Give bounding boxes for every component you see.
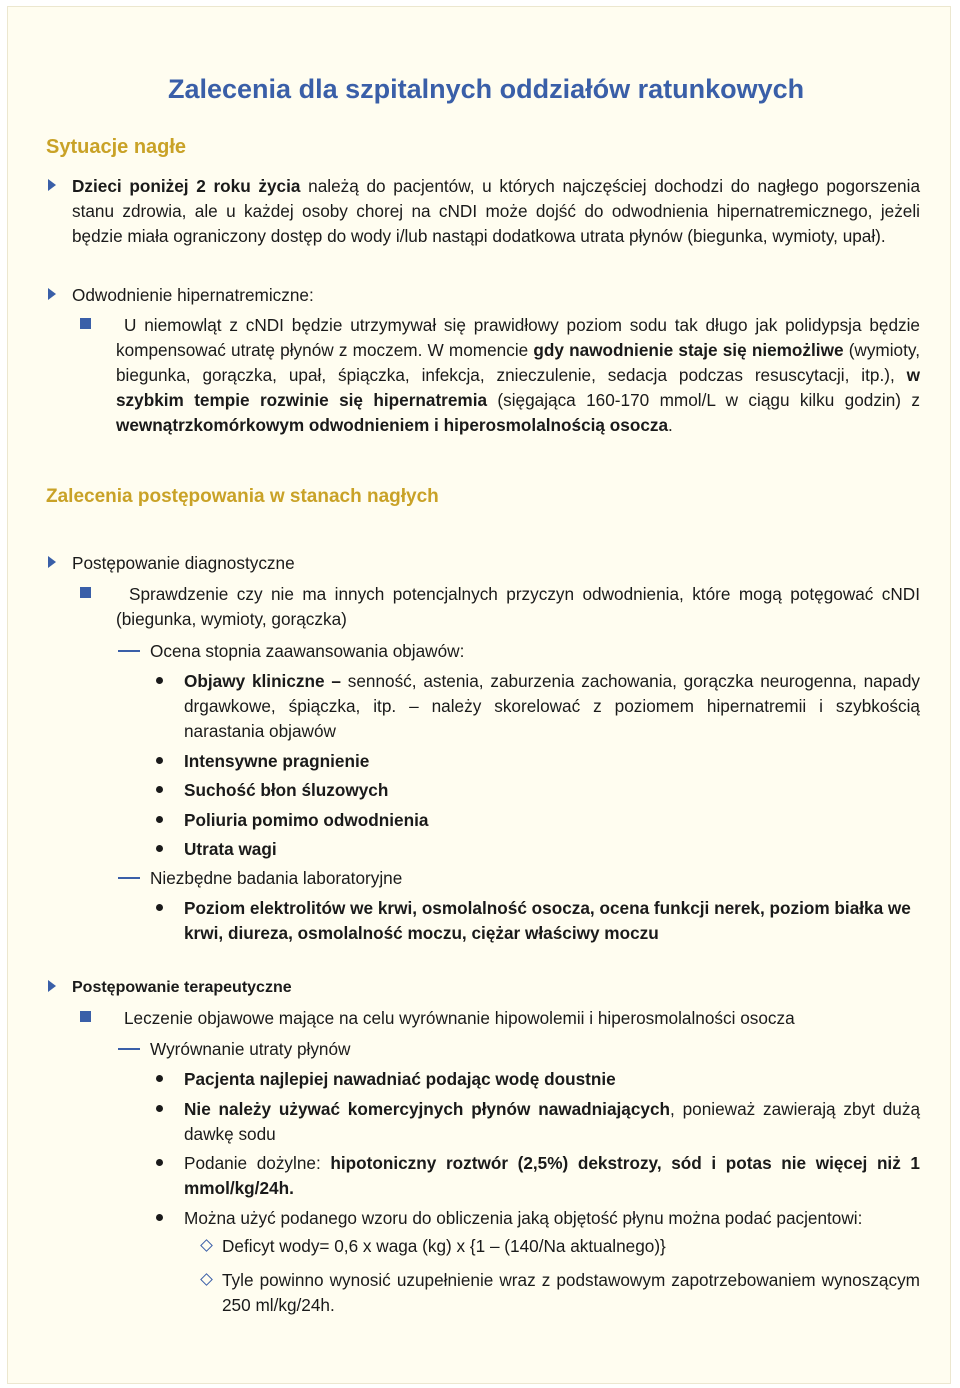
- bold-text: Nie należy używać komercyjnych płynów nawadniających: [184, 1099, 671, 1119]
- bold-text: gdy nawodnienie staje się niemożliwe: [533, 340, 844, 360]
- dash-bullet-icon: [118, 877, 140, 879]
- sub-heading-lab-tests: Niezbędne badania laboratoryjne: [150, 868, 403, 888]
- arrow-bullet-icon: [48, 556, 56, 568]
- dot-bullet-icon: [156, 1159, 163, 1166]
- dot-bullet-icon: [156, 1075, 163, 1082]
- list-item: [184, 1097, 920, 1147]
- body-text: Podanie dożylne:: [184, 1153, 331, 1173]
- paragraph-children-risk: [72, 174, 920, 249]
- list-item: Poziom elektrolitów we krwi, osmolalność osocza, ocena funkcji nerek, poziom białka we krwi, diureza, osmolalność moczu, ciężar właściwy moczu: [184, 898, 911, 943]
- sub-heading-fluids: Wyrównanie utraty płynów: [150, 1039, 351, 1059]
- body-text: , ponieważ zawierają zbyt dużą dawkę sodu: [184, 1099, 920, 1144]
- arrow-bullet-icon: [48, 288, 56, 300]
- list-item: Intensywne pragnienie: [184, 751, 370, 771]
- arrow-bullet-icon: [48, 179, 56, 191]
- arrow-bullet-icon: [48, 980, 56, 992]
- sub-list-item: Deficyt wody= 0,6 x waga (kg) x {1 – (140/Na aktualnego)}: [222, 1236, 666, 1256]
- dot-bullet-icon: [156, 1105, 163, 1112]
- body-text: (sięgająca 160-170 mmol/L w ciągu kilku godzin) z: [487, 390, 920, 410]
- paragraph-check-causes: Sprawdzenie czy nie ma innych potencjalnych przyczyn odwodnienia, które mogą potęgować cNDI (biegunka, wymioty, gorączka): [116, 584, 920, 629]
- bold-text: hipotoniczny roztwór (2,5%) dekstrozy, sód i potas nie więcej niż 1 mmol/kg/24h.: [184, 1153, 920, 1198]
- list-item: Pacjenta najlepiej nawadniać podając wodę doustnie: [184, 1069, 616, 1089]
- list-item: Utrata wagi: [184, 839, 277, 859]
- list-item: [184, 669, 920, 744]
- paragraph-infants: [116, 313, 920, 438]
- bold-text: wewnątrzkomórkowym odwodnieniem i hiperosmolalnością osocza: [116, 415, 669, 435]
- section-heading-sytuacje: Sytuacje nagłe: [46, 136, 187, 158]
- paragraph-symptomatic: Leczenie objawowe mające na celu wyrównanie hipowolemii i hiperosmolalności osocza: [124, 1008, 795, 1028]
- subheading-hipernatremia: Odwodnienie hipernatremiczne:: [72, 285, 314, 305]
- dot-bullet-icon: [156, 786, 163, 793]
- dash-bullet-icon: [118, 650, 140, 652]
- bold-text: Dzieci poniżej 2 roku życia: [72, 176, 301, 196]
- body-text: U niemowląt z cNDI będzie utrzymywał się prawidłowy poziom sodu tak długo jak polidypsja będzie kompensować utratę płynów z moczem. W momencie: [116, 315, 920, 360]
- subheading-therapeutic: Postępowanie terapeutyczne: [72, 979, 292, 996]
- page-title: Zalecenia dla szpitalnych oddziałów ratunkowych: [168, 74, 805, 104]
- body-text: należą do pacjentów, u których najczęściej dochodzi do nagłego pogorszenia stanu zdrowia, ale u każdej osoby chorej na cNDI może dojść do odwodnienia hipernatremicznego, jeżeli będzie miała ograniczony dostęp do wody i/lub nastąpi dodatkowa utrata płynów (biegunka, wymioty, upał).: [72, 176, 920, 246]
- dot-bullet-icon: [156, 1214, 163, 1221]
- list-item: Można użyć podanego wzoru do obliczenia jaką objętość płynu można podać pacjentowi:: [184, 1208, 863, 1228]
- dot-bullet-icon: [156, 845, 163, 852]
- dot-bullet-icon: [156, 904, 163, 911]
- square-bullet-icon: [80, 1011, 91, 1022]
- dot-bullet-icon: [156, 757, 163, 764]
- sub-list-item: Tyle powinno wynosić uzupełnienie wraz z podstawowym zapotrzebowaniem wynoszącym 250 ml/kg/24h.: [222, 1270, 920, 1315]
- section-heading-zalecenia: Zalecenia postępowania w stanach nagłych: [46, 486, 439, 507]
- dash-bullet-icon: [118, 1048, 140, 1050]
- body-text: (wymioty, biegunka, gorączka, upał, śpiączka, infekcja, znieczulenie, sedacja podczas resuscytacji, itp.),: [116, 340, 920, 385]
- list-item: Poliuria pomimo odwodnienia: [184, 810, 429, 830]
- body-text: .: [668, 415, 673, 435]
- bold-text: w szybkim tempie rozwinie się hipernatremia: [116, 365, 920, 410]
- subheading-diagnostic: Postępowanie diagnostyczne: [72, 553, 295, 573]
- sub-heading-assessment: Ocena stopnia zaawansowania objawów:: [150, 641, 465, 661]
- bold-text: Objawy kliniczne –: [184, 671, 341, 691]
- body-text: senność, astenia, zaburzenia zachowania, gorączka neurogenna, napady drgawkowe, śpiączka, itp. – należy skorelować z poziomem hipernatremii i szybkością narastania objawów: [184, 671, 920, 741]
- square-bullet-icon: [80, 587, 91, 598]
- square-bullet-icon: [80, 318, 91, 329]
- dot-bullet-icon: [156, 677, 163, 684]
- dot-bullet-icon: [156, 816, 163, 823]
- list-item: Suchość błon śluzowych: [184, 780, 389, 800]
- list-item: [184, 1151, 920, 1201]
